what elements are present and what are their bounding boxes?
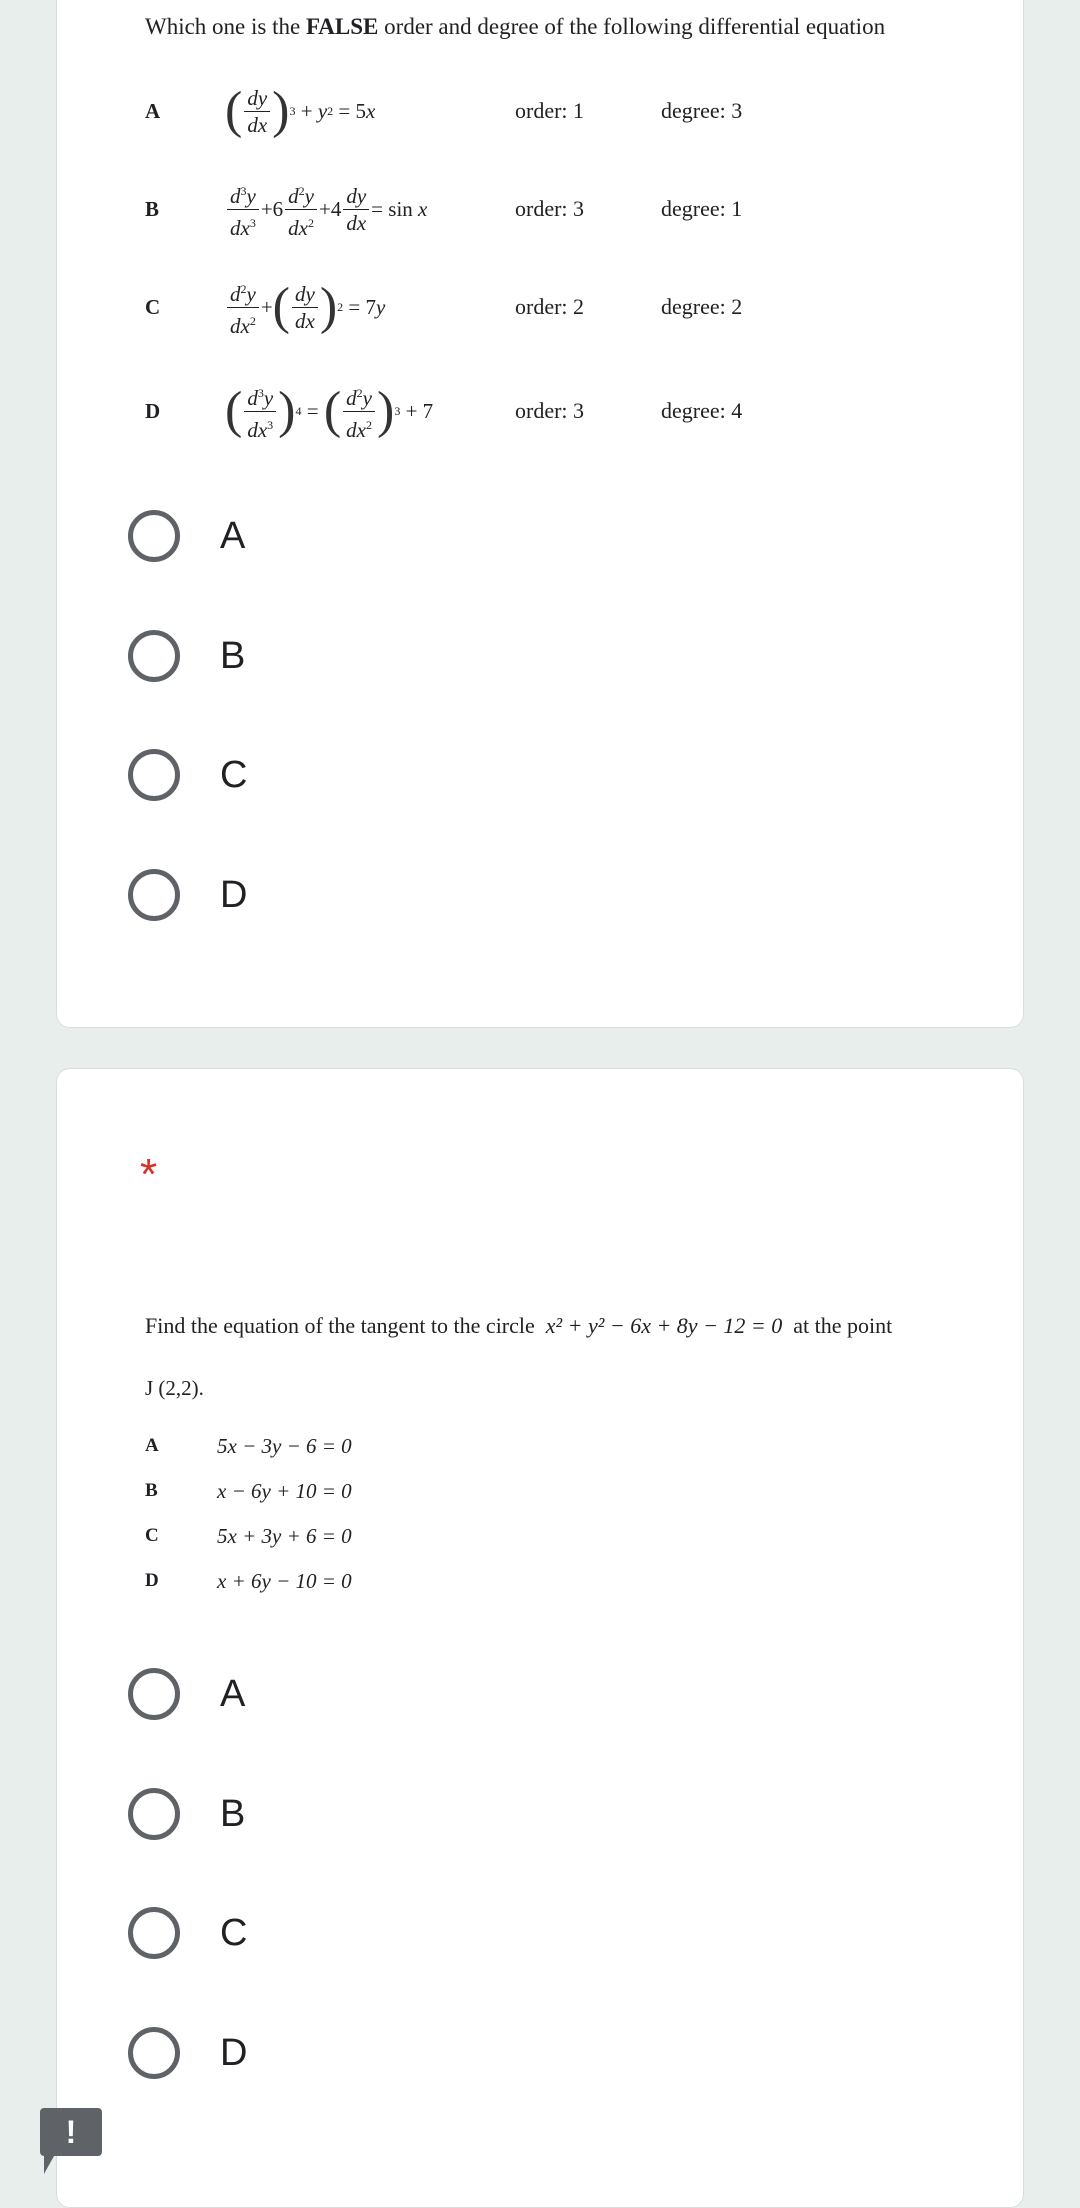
q1-option-b[interactable]: B	[128, 624, 245, 688]
required-asterisk: *	[140, 1150, 158, 1199]
q2-row-c: C 5x + 3y + 6 = 0	[145, 1523, 352, 1548]
question-2-point: J (2,2).	[145, 1376, 204, 1400]
radio-button-icon[interactable]	[128, 1788, 180, 1840]
radio-button-icon[interactable]	[128, 749, 180, 801]
q1-equation-d: ( $\frac{d^3y}{dx^3}$ ) 4 = ( $\frac{d^2y}{dx^2}$ ) 3 + 7	[225, 380, 515, 443]
q1-row-c: C $\frac{d^2y}{dx^2}$ + ( $\frac{dy}{dx}$ ) 2 = 7 y order: 2 degree: 2	[145, 272, 742, 342]
q2-option-c[interactable]: C	[128, 1901, 247, 1965]
question-1-prompt: Which one is the FALSE order and degree of the following differential equation	[145, 14, 886, 39]
q2-row-d: D x + 6y − 10 = 0	[145, 1568, 352, 1593]
radio-button-icon[interactable]	[128, 2027, 180, 2079]
q1-option-a[interactable]: A	[128, 504, 245, 568]
q2-option-a[interactable]: A	[128, 1662, 245, 1726]
radio-button-icon[interactable]	[128, 630, 180, 682]
q2-option-b[interactable]: B	[128, 1782, 245, 1846]
q2-option-d[interactable]: D	[128, 2021, 247, 2085]
q1-row-b: B $\frac{d^3y}{dx^3}$ +6 $\frac{d^2y}{dx^2}$ +4 $\frac{dy}{dx}$ = sin x order: 3 degree: 1	[145, 174, 742, 244]
radio-button-icon[interactable]	[128, 510, 180, 562]
question-2-prompt: Find the equation of the tangent to the circle x² + y² − 6x + 8y − 12 = 0 at the point	[145, 1313, 893, 1338]
q1-option-d[interactable]: D	[128, 863, 247, 927]
q2-row-a: A 5x − 3y − 6 = 0	[145, 1433, 352, 1458]
q1-equation-c: $\frac{d^2y}{dx^2}$ + ( $\frac{dy}{dx}$ ) 2 = 7 y	[225, 276, 515, 339]
radio-button-icon[interactable]	[128, 1668, 180, 1720]
q1-option-c[interactable]: C	[128, 743, 247, 807]
q1-equation-b: $\frac{d^3y}{dx^3}$ +6 $\frac{d^2y}{dx^2}$ +4 $\frac{dy}{dx}$ = sin x	[225, 178, 515, 241]
q1-equation-a: ( $\frac{dy}{dx}$ ) 3 + y 2 = 5 x	[225, 82, 376, 139]
report-issue-icon[interactable]: !	[40, 2108, 102, 2156]
radio-button-icon[interactable]	[128, 869, 180, 921]
q2-row-b: B x − 6y + 10 = 0	[145, 1478, 352, 1503]
q1-row-d: D ( $\frac{d^3y}{dx^3}$ ) 4 = ( $\frac{d^2y}{dx^2}$ ) 3 + 7 order: 3 degree: 4	[145, 376, 742, 446]
radio-button-icon[interactable]	[128, 1907, 180, 1959]
q1-row-a: A ( $\frac{dy}{dx}$ ) 3 + y 2 = 5 x order: 1 degree: 3	[145, 82, 743, 139]
